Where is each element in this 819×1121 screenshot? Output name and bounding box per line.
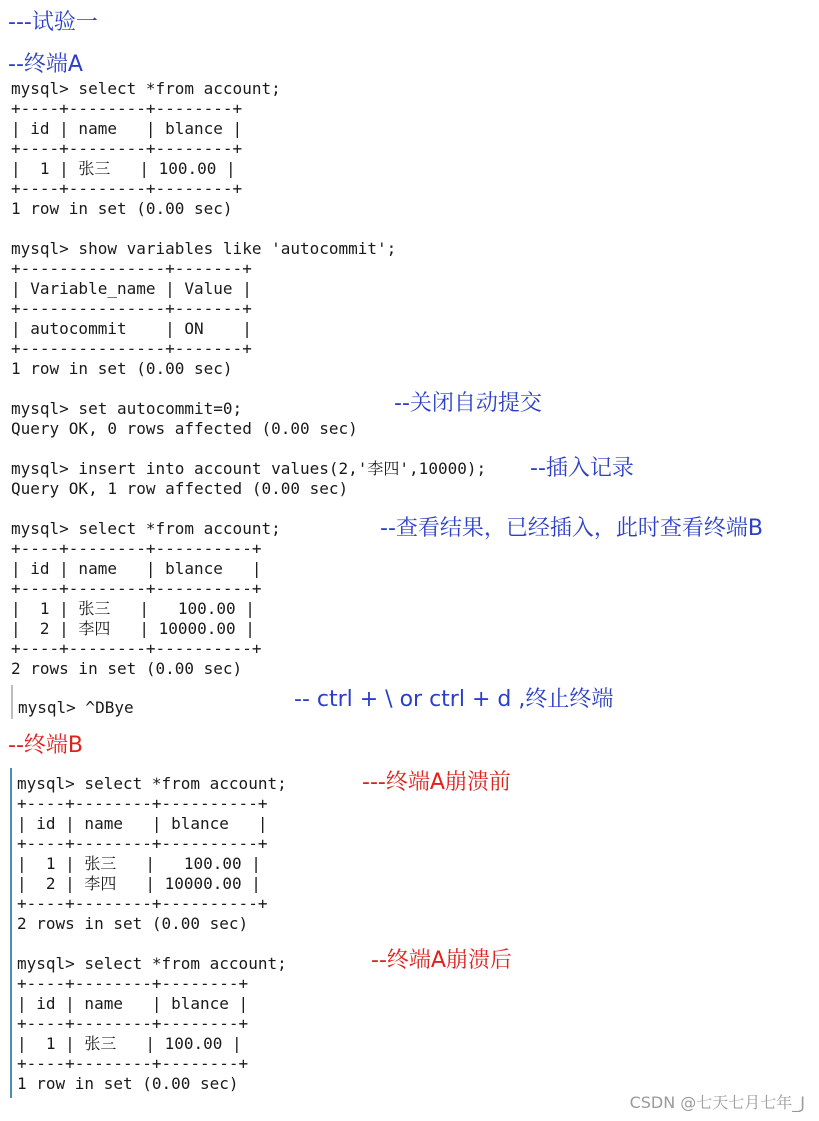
terminal-b-line: 1 row in set (0.00 sec) [17,1074,239,1093]
note-insert-record: --插入记录 [530,456,634,481]
terminal-a-line: +---------------+-------+ [11,259,252,278]
terminal-b-line: +----+--------+--------+ [17,1014,249,1033]
terminal-a-line: | 1 | 张三 | 100.00 | [11,159,236,178]
terminal-b-line: +----+--------+--------+ [17,1054,249,1073]
terminal-a-line: +----+--------+--------+ [11,99,243,118]
terminal-b-line: +----+--------+----------+ [17,794,268,813]
terminal-a-line: mysql> select *from account; [11,519,281,538]
terminal-b-line: | 2 | 李四 | 10000.00 | [17,874,261,893]
terminal-a-output [11,79,486,679]
terminal-a-line: | 2 | 李四 | 10000.00 | [11,619,255,638]
terminal-b-line [17,934,287,954]
terminal-a-line: Query OK, 0 rows affected (0.00 sec) [11,419,358,438]
terminal-a-exit-bar [11,685,13,719]
terminal-b-line: mysql> select *from account; [17,954,287,973]
terminal-a-line: +----+--------+----------+ [11,579,262,598]
note-before-crash: ---终端A崩溃前 [362,770,511,795]
terminal-b-line: | 1 | 张三 | 100.00 | [17,854,261,873]
note-after-crash: --终端A崩溃后 [371,948,512,973]
terminal-a-line: | id | name | blance | [11,119,243,138]
terminal-b-line: | 1 | 张三 | 100.00 | [17,1034,242,1053]
terminal-a-line: mysql> insert into account values(2,'李四',10000); [11,459,487,478]
terminal-b-line: +----+--------+----------+ [17,834,268,853]
terminal-b-line: +----+--------+--------+ [17,974,249,993]
terminal-a-line: 1 row in set (0.00 sec) [11,359,233,378]
terminal-a-line: | Variable_name | Value | [11,279,252,298]
watermark: CSDN @七天七月七年_J [629,1093,805,1112]
terminal-b-line: | id | name | blance | [17,994,249,1013]
terminal-a-line [11,439,486,459]
terminal-a-line: 2 rows in set (0.00 sec) [11,659,243,678]
terminal-a-line: | 1 | 张三 | 100.00 | [11,599,255,618]
terminal-a-line: +----+--------+----------+ [11,639,262,658]
terminal-b-line: 2 rows in set (0.00 sec) [17,914,249,933]
terminal-a-line: mysql> select *from account; [11,79,281,98]
terminal-a-exit-line: mysql> ^DBye [18,698,134,717]
terminal-a-line: 1 row in set (0.00 sec) [11,199,233,218]
terminal-a-line: +---------------+-------+ [11,299,252,318]
note-terminate: -- ctrl + \ or ctrl + d ,终止终端 [294,687,614,712]
terminal-a-line: +----+--------+--------+ [11,139,243,158]
terminal-b-bar [10,768,12,1098]
terminal-a-heading: --终端A [8,52,83,77]
terminal-a-line: +----+--------+----------+ [11,539,262,558]
terminal-a-line: +---------------+-------+ [11,339,252,358]
terminal-a-line: | id | name | blance | [11,559,262,578]
terminal-b-heading: --终端B [8,733,83,758]
terminal-b-line: +----+--------+----------+ [17,894,268,913]
terminal-a-line: Query OK, 1 row affected (0.00 sec) [11,479,349,498]
experiment-heading: ---试验一 [8,10,98,35]
note-check-result: --查看结果，已经插入，此时查看终端B [380,516,763,541]
terminal-b-line: mysql> select *from account; [17,774,287,793]
terminal-a-line: mysql> show variables like 'autocommit'; [11,239,397,258]
note-close-autocommit: --关闭自动提交 [394,391,542,416]
terminal-a-line [11,219,486,239]
terminal-a-line: mysql> set autocommit=0; [11,399,243,418]
terminal-b-output [17,774,287,1094]
terminal-a-line: +----+--------+--------+ [11,179,243,198]
terminal-a-line: | autocommit | ON | [11,319,252,338]
terminal-b-line: | id | name | blance | [17,814,268,833]
